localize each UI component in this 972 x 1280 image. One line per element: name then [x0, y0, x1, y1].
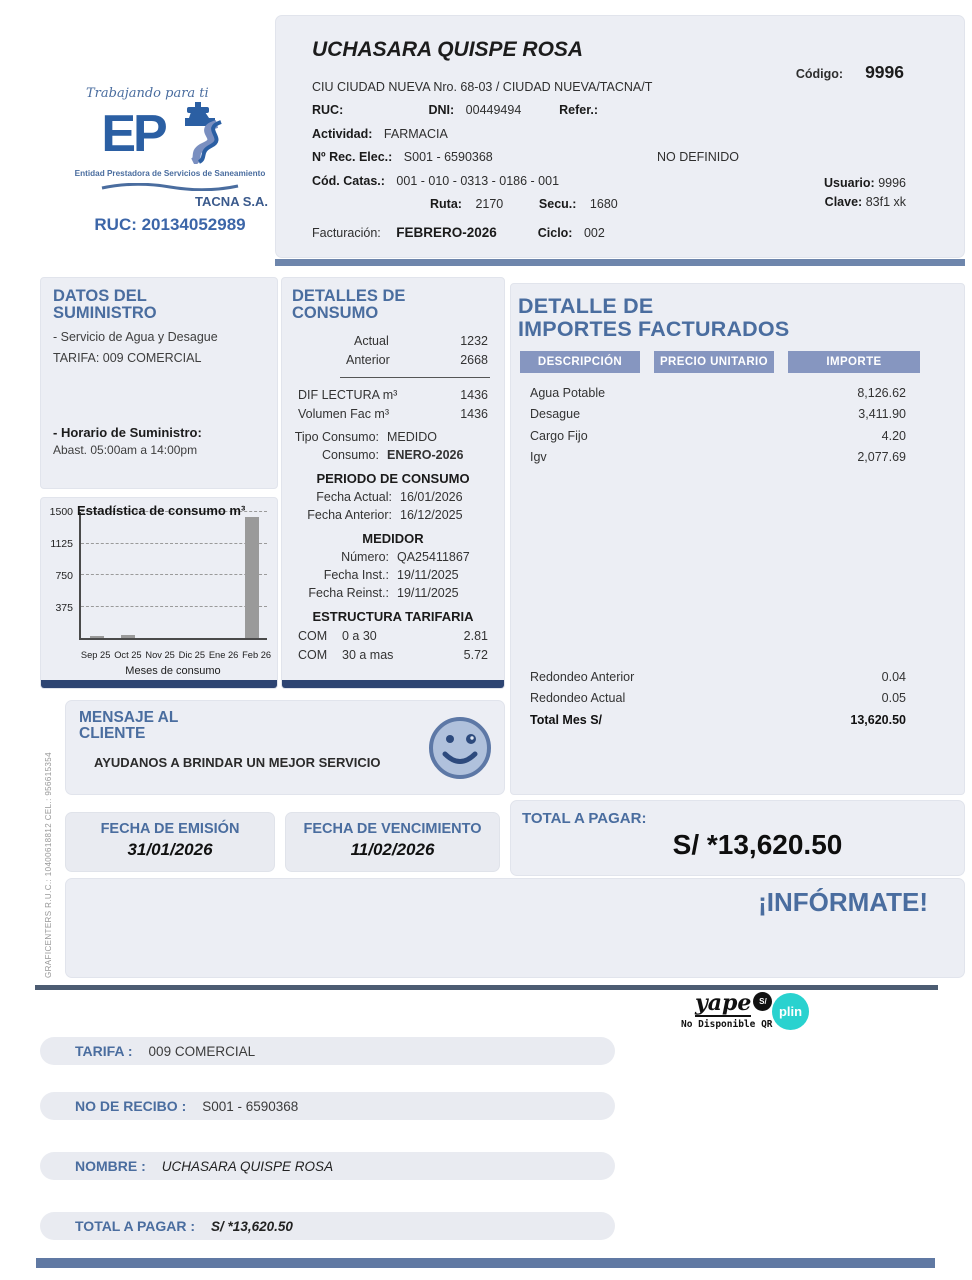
- refer-label: Refer.:: [559, 103, 599, 118]
- logo-subtitle: Entidad Prestadora de Servicios de Saneamiento: [74, 169, 266, 178]
- horizontal-divider: [35, 985, 938, 990]
- stub-recibo-value: S001 - 6590368: [202, 1098, 299, 1114]
- chart-x-tick: Feb 26: [242, 650, 272, 660]
- estructura-tarifaria-title: ESTRUCTURA TARIFARIA: [312, 608, 474, 624]
- section-title: MENSAJE AL CLIENTE: [79, 709, 179, 743]
- secu-label: Secu.:: [538, 196, 577, 211]
- consumption-chart: [40, 497, 278, 689]
- importes-facturados-section: [510, 283, 965, 795]
- chart-x-tick: Ene 26: [208, 650, 239, 660]
- lectura-anterior-row: Anterior 2668: [346, 352, 488, 367]
- usuario-clave-box: [824, 174, 906, 213]
- ruta-value: 2170: [475, 196, 504, 211]
- stub-total-value: S/ *13,620.50: [211, 1218, 293, 1234]
- section-title: DETALLES DE CONSUMO: [292, 287, 406, 323]
- column-header-descripcion: DESCRIPCIÓN: [520, 351, 640, 373]
- yape-currency-icon: S/: [753, 992, 772, 1011]
- fecha-actual-row: Fecha Actual: 16/01/2026: [316, 489, 463, 504]
- detalles-consumo-section: [281, 277, 505, 689]
- printer-credit-vertical-text: GRAFICENTERS R.U.C.: 10400618812 CEL.: 956615354: [44, 752, 53, 978]
- medidor-title: MEDIDOR: [362, 530, 424, 546]
- tarifa-row: COM 0 a 30 2.81: [298, 628, 488, 643]
- column-header-importe: IMPORTE: [788, 351, 920, 373]
- chart-x-axis: [79, 650, 273, 660]
- fecha-vencimiento-card: [285, 812, 500, 872]
- chart-y-tick: 750: [55, 570, 73, 582]
- chart-gridline: [81, 606, 267, 607]
- tarifa-text: TARIFA: 009 COMERCIAL: [53, 350, 202, 365]
- lectura-actual-row: Actual 1232: [354, 333, 488, 348]
- cod-catas-value: 001 - 010 - 0313 - 0186 - 001: [396, 173, 560, 188]
- dni-label: DNI:: [428, 103, 455, 118]
- consumo-bottom-band: [282, 680, 504, 688]
- usuario-value: 9996: [878, 176, 906, 190]
- facturacion-row: [312, 225, 944, 241]
- qr-unavailable-note: No Disponible QR: [681, 1019, 773, 1030]
- stub-tarifa-value: 009 COMERCIAL: [148, 1043, 256, 1059]
- smiley-face-icon: [428, 716, 492, 785]
- logo-letters: EP: [101, 105, 165, 163]
- table-row: Igv 2,077.69: [530, 450, 906, 465]
- chart-x-tick: Sep 25: [80, 650, 111, 660]
- cod-catas-label: Cód. Catas.:: [312, 173, 385, 188]
- facturacion-label: Facturación:: [312, 226, 381, 241]
- stub-tarifa-label: TARIFA :: [75, 1043, 133, 1059]
- fecha-emision-card: [65, 812, 275, 872]
- servicio-text: - Servicio de Agua y Desague: [53, 329, 218, 344]
- fecha-emision-label: FECHA DE EMISIÓN: [100, 821, 240, 837]
- dni-value: 00449494: [465, 103, 522, 118]
- stub-recibo-label: NO DE RECIBO :: [75, 1098, 187, 1114]
- chart-gridline: [81, 543, 267, 544]
- fecha-inst-row: Fecha Inst.: 19/11/2025: [323, 567, 459, 582]
- eps-logo: [58, 86, 282, 235]
- chart-bottom-band: [41, 680, 277, 688]
- codigo-value: 9996: [865, 62, 904, 82]
- actividad-value: FARMACIA: [383, 126, 448, 141]
- stub-tarifa-row: [40, 1037, 615, 1065]
- chart-y-tick: 1125: [50, 538, 73, 550]
- consumo-mes-row: Consumo: ENERO-2026: [322, 447, 464, 462]
- total-mes-row: Total Mes S/ 13,620.50: [530, 712, 906, 727]
- ciclo-value: 002: [583, 226, 605, 241]
- stub-total-label: TOTAL A PAGAR :: [75, 1218, 196, 1234]
- redondeo-anterior-row: Redondeo Anterior 0.04: [530, 669, 906, 684]
- rec-elec-value: S001 - 6590368: [403, 150, 493, 165]
- plin-logo: plin: [772, 993, 809, 1030]
- chart-x-tick: Dic 25: [178, 650, 206, 660]
- consumption-bar: [121, 635, 135, 638]
- yape-logo: [695, 992, 772, 1017]
- tipo-consumo-row: Tipo Consumo: MEDIDO: [294, 429, 437, 444]
- fecha-anterior-row: Fecha Anterior: 16/12/2025: [307, 507, 463, 522]
- mensaje-cliente-section: [65, 700, 505, 795]
- wave-icon: [100, 178, 240, 195]
- clave-label: Clave:: [824, 195, 863, 210]
- facturacion-value: FEBRERO-2026: [396, 225, 497, 241]
- dif-lectura-row: DIF LECTURA m³ 1436: [298, 387, 488, 402]
- chart-y-tick: 375: [55, 602, 73, 614]
- table-header: [520, 351, 964, 373]
- no-definido-text: NO DEFINIDO: [657, 150, 739, 165]
- customer-name: UCHASARA QUISPE ROSA: [312, 38, 584, 61]
- chart-plot-area: [79, 512, 267, 640]
- chart-x-axis-label: Meses de consumo: [125, 665, 221, 677]
- table-row: Agua Potable 8,126.62: [530, 385, 906, 400]
- mensaje-text: AYUDANOS A BRINDAR UN MEJOR SERVICIO: [94, 754, 381, 770]
- logo-company: TACNA S.A.: [195, 194, 268, 209]
- bottom-blue-bar: [36, 1258, 935, 1268]
- stub-recibo-row: [40, 1092, 615, 1120]
- codigo-label: Código:: [795, 67, 844, 81]
- horario-value: Abast. 05:00am a 14:00pm: [53, 442, 198, 457]
- stub-total-row: [40, 1212, 615, 1240]
- fecha-vencimiento-label: FECHA DE VENCIMIENTO: [303, 821, 482, 837]
- datos-suministro-section: [40, 277, 278, 489]
- redondeo-actual-row: Redondeo Actual 0.05: [530, 691, 906, 706]
- volumen-fac-row: Volumen Fac m³ 1436: [298, 406, 488, 421]
- consumption-bar: [90, 636, 104, 638]
- yape-wordmark: yape: [695, 990, 752, 1016]
- fecha-emision-value: 31/01/2026: [127, 840, 213, 859]
- header-card: [275, 15, 965, 258]
- ruc-label: RUC:: [312, 103, 344, 118]
- header-divider-band: [275, 259, 965, 266]
- horario-label: - Horario de Suministro:: [53, 424, 202, 440]
- section-title: DETALLE DE IMPORTES FACTURADOS: [518, 294, 790, 341]
- fecha-vencimiento-value: 11/02/2026: [350, 840, 435, 859]
- chart-x-tick: Oct 25: [114, 650, 142, 660]
- total-a-pagar-card: [510, 800, 965, 876]
- chart-title: Estadística de consumo m³: [77, 503, 246, 518]
- stub-nombre-value: UCHASARA QUISPE ROSA: [161, 1158, 334, 1174]
- ruta-label: Ruta:: [430, 196, 462, 211]
- informate-panel: [65, 878, 965, 978]
- table-row: Desague 3,411.90: [530, 407, 906, 422]
- section-title: DATOS DEL SUMINISTRO: [53, 287, 157, 323]
- total-label: TOTAL A PAGAR:: [522, 810, 647, 827]
- actividad-label: Actividad:: [312, 126, 373, 141]
- chart-y-tick: 1500: [49, 506, 73, 518]
- faucet-water-icon: [165, 100, 239, 169]
- clave-value: 83f1 xk: [865, 195, 906, 210]
- chart-y-axis: [41, 506, 76, 640]
- company-ruc: RUC: 20134052989: [94, 215, 246, 234]
- periodo-consumo-title: PERIODO DE CONSUMO: [316, 470, 470, 486]
- fecha-reinst-row: Fecha Reinst.: 19/11/2025: [308, 585, 459, 600]
- stub-nombre-row: [40, 1152, 615, 1180]
- chart-x-tick: Nov 25: [145, 650, 175, 660]
- customer-address: CIU CIUDAD NUEVA Nro. 68-03 / CIUDAD NUEVA/TACNA/T: [312, 80, 653, 94]
- tarifa-row: COM 30 a mas 5.72: [298, 647, 488, 662]
- rule-divider: [340, 377, 490, 378]
- rec-elec-label: Nº Rec. Elec.:: [312, 150, 393, 165]
- recibo-electronico-row: [312, 150, 944, 164]
- usuario-label: Usuario:: [824, 176, 875, 190]
- actividad-row: [312, 127, 944, 141]
- logo-tagline: Trabajando para ti: [86, 86, 209, 101]
- ruc-dni-row: [312, 103, 944, 117]
- column-header-precio-unitario: PRECIO UNITARIO: [654, 351, 774, 373]
- consumption-bar: [245, 517, 259, 638]
- chart-gridline: [81, 574, 267, 575]
- secu-value: 1680: [589, 196, 618, 211]
- stub-nombre-label: NOMBRE :: [75, 1158, 146, 1174]
- ciclo-label: Ciclo:: [537, 226, 573, 241]
- table-row: Cargo Fijo 4.20: [530, 428, 906, 443]
- informate-text: ¡INFÓRMATE!: [758, 887, 928, 917]
- total-value: S/ *13,620.50: [672, 829, 843, 860]
- medidor-numero-row: Número: QA25411867: [341, 549, 470, 564]
